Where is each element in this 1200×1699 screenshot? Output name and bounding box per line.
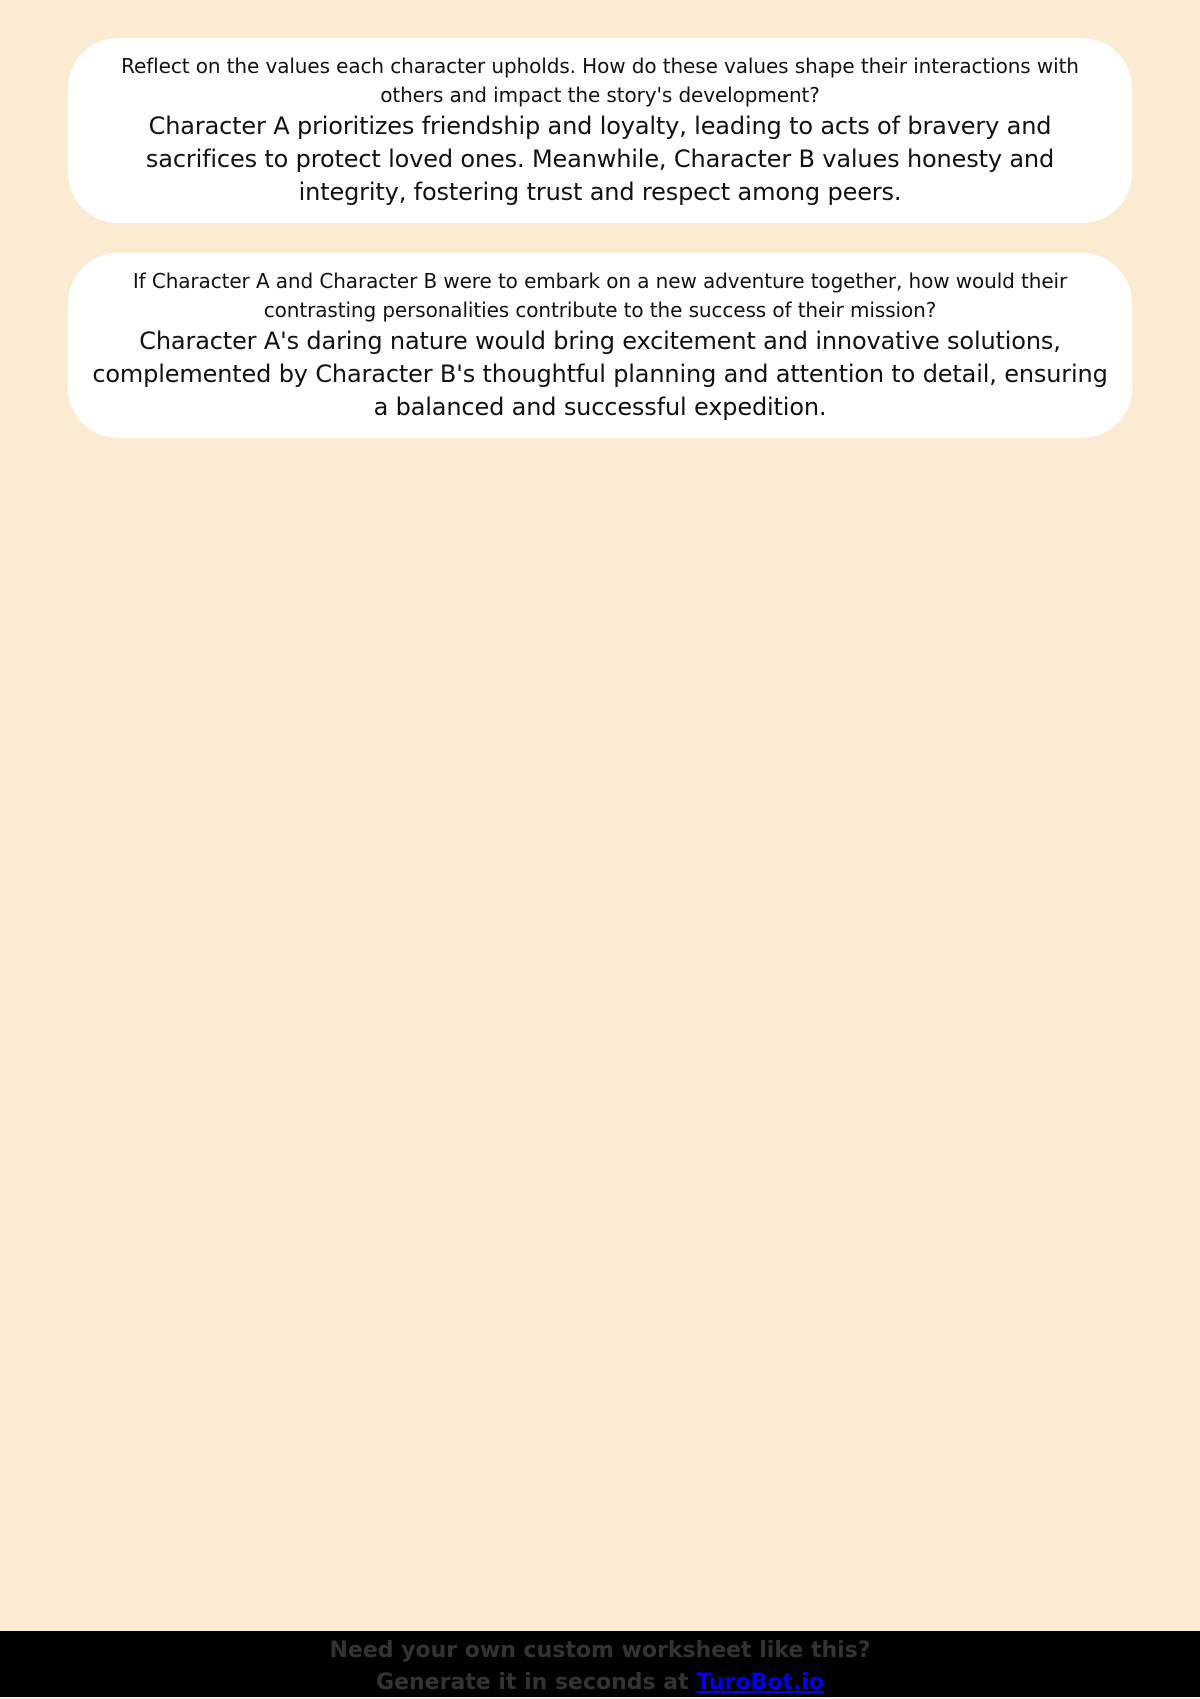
question-text: If Character A and Character B were to embark on a new adventure together, how would their contrasting personalities contribute to the success of their mission? (132, 269, 1068, 322)
footer-line-2-text: Generate it in seconds at (376, 1670, 697, 1695)
promo-footer (0, 1631, 1200, 1697)
footer-line-2 (0, 1667, 1200, 1699)
footer-line-1: Need your own custom worksheet like this? (329, 1638, 871, 1663)
worksheet-cards (68, 38, 1132, 468)
question-text: Reflect on the values each character upholds. How do these values shape their interactions with others and impact the story's development? (121, 54, 1079, 107)
qa-card-1 (68, 38, 1132, 223)
qa-card-2 (68, 253, 1132, 438)
turobot-link[interactable]: TuroBot.io (696, 1670, 824, 1695)
answer-text: Character A prioritizes friendship and loyalty, leading to acts of bravery and sacrifices to protect loved ones. Meanwhile, Character B values honesty and integrity, fostering trust and respect among peers. (145, 112, 1055, 206)
answer-text: Character A's daring nature would bring excitement and innovative solutions, complemented by Character B's thoughtful planning and attention to detail, ensuring a balanced and successful expedition. (92, 327, 1108, 421)
